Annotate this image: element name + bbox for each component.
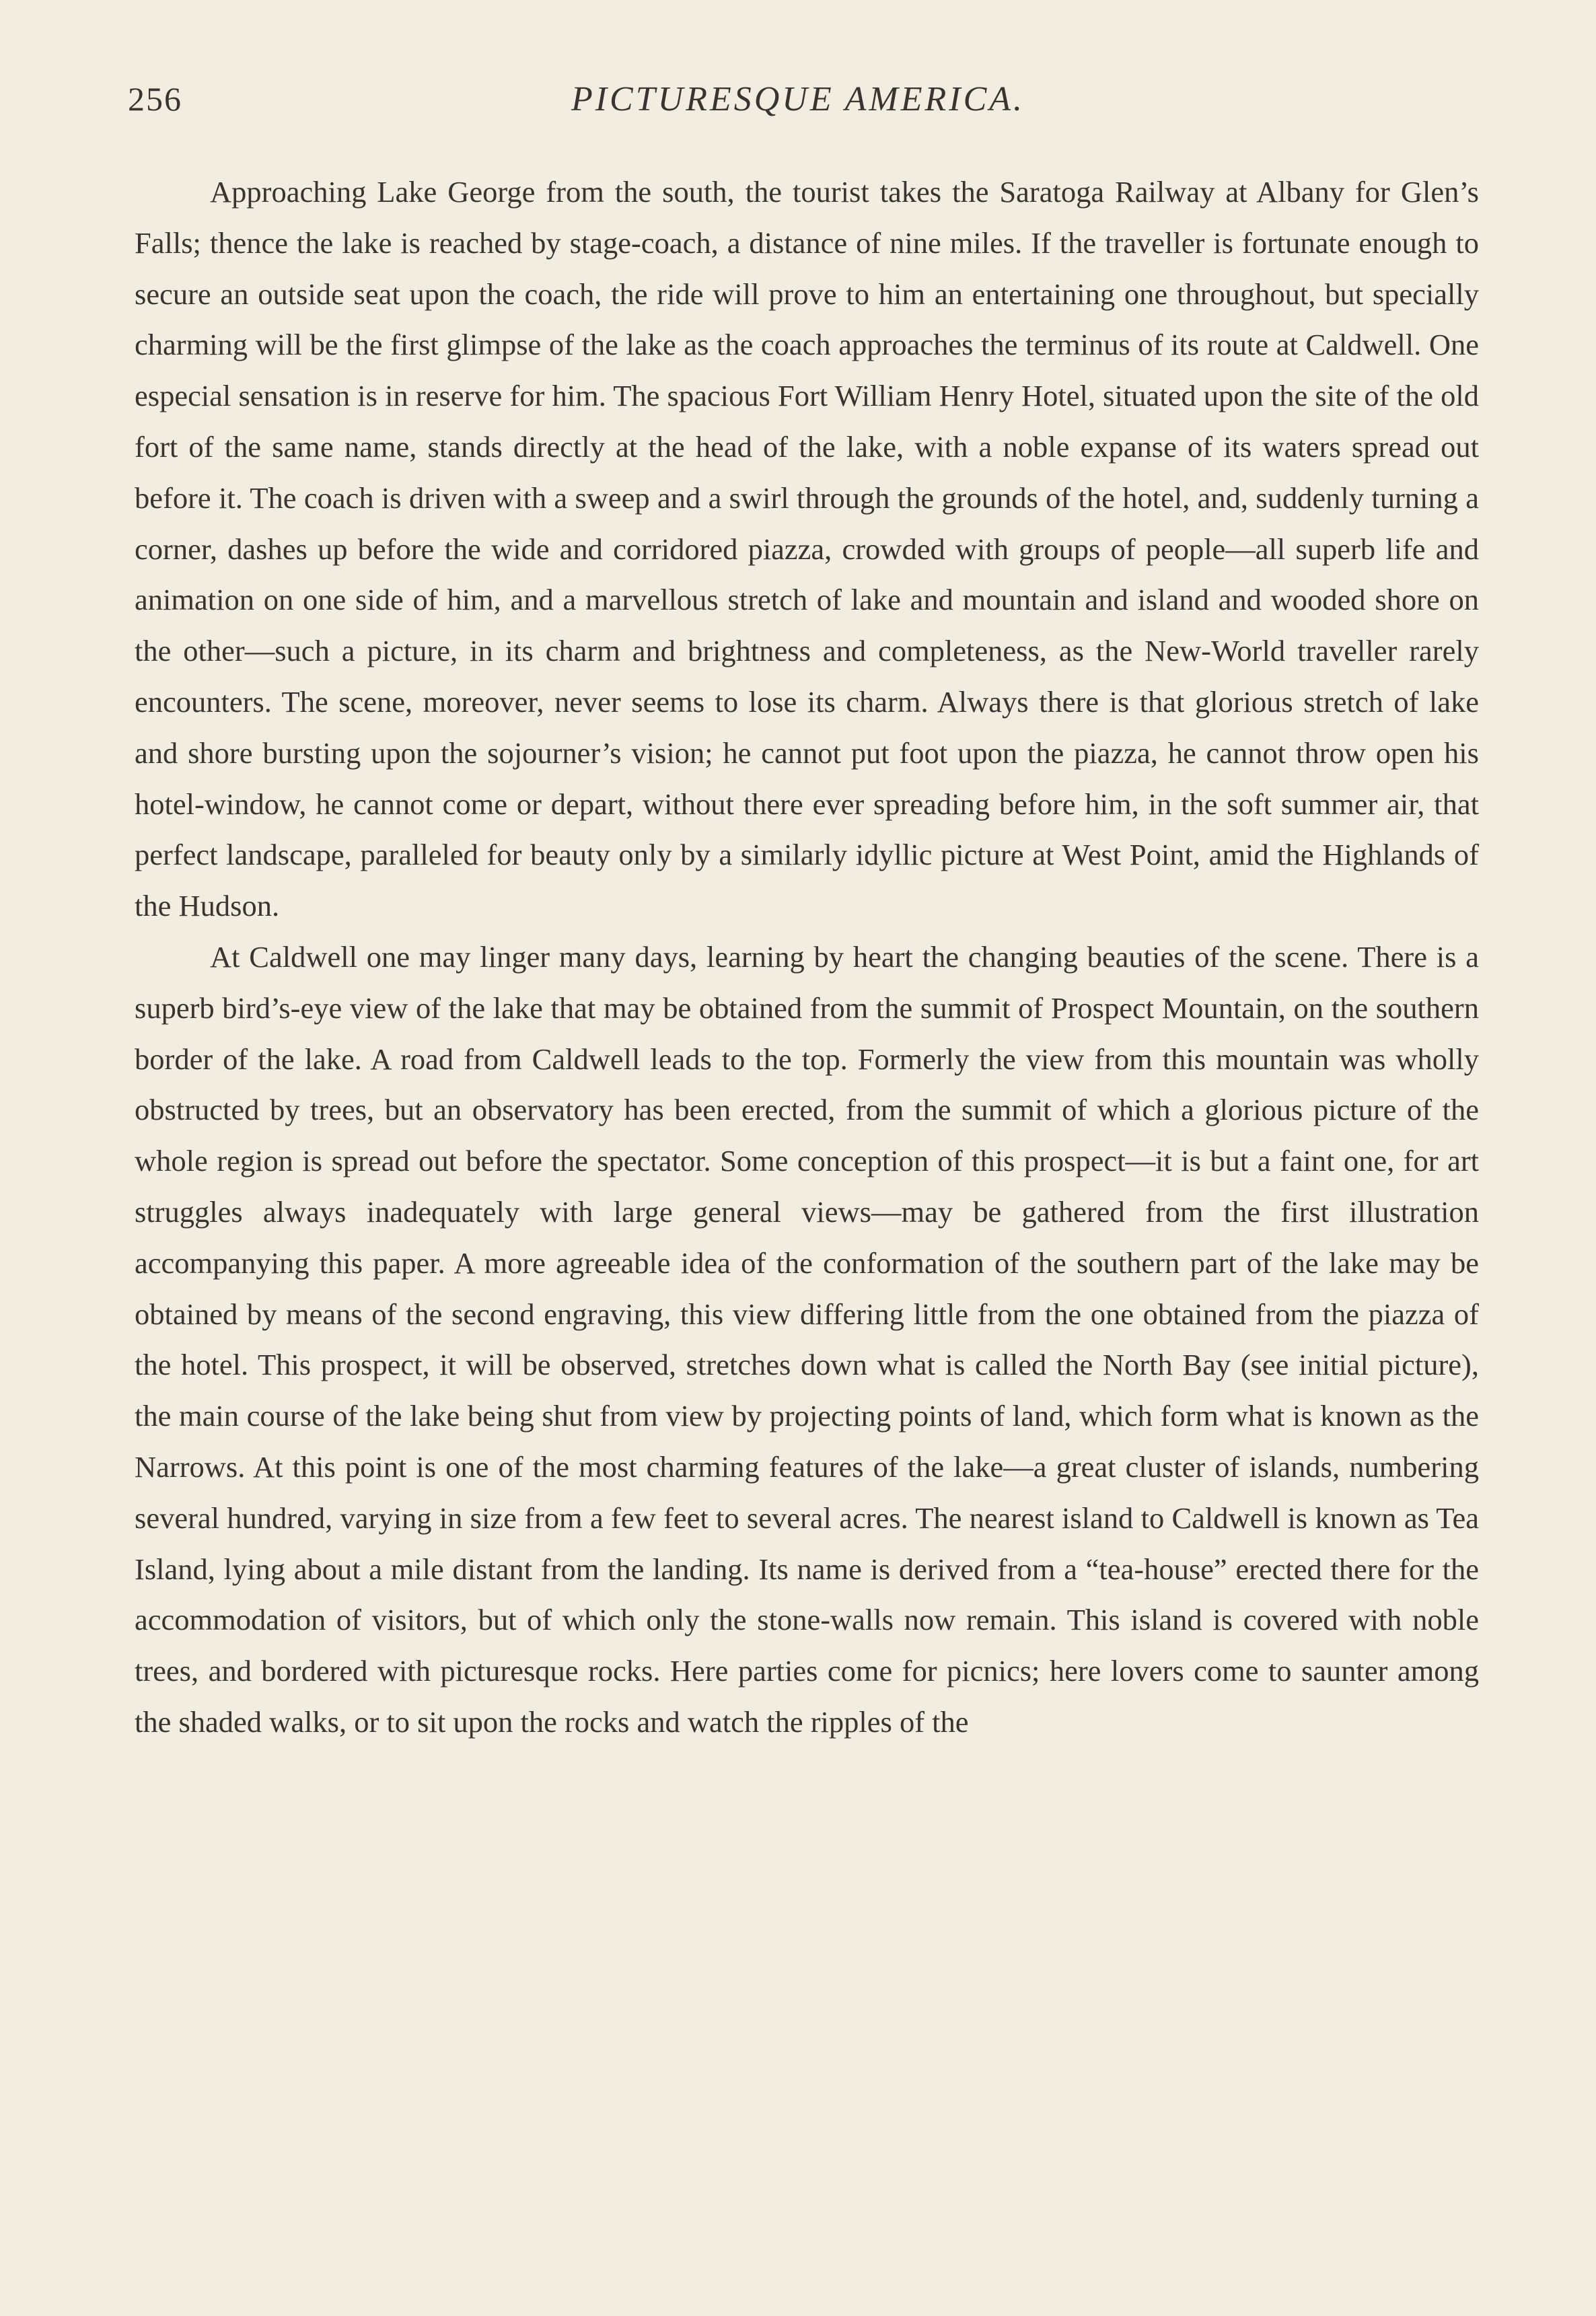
page-number: 256	[128, 80, 182, 118]
paragraph-2: At Caldwell one may linger many days, learning by heart the changing beauties of the scene. There is a superb bird’s-eye view of the lake that may be obtained from the summit of Prospect Mountain, on the southern border of the lake. A road from Caldwell leads to the top. Formerly the view from this mountain was wholly obstructed by trees, but an observatory has been erected, from the summit of which a glorious picture of the whole region is spread out before the spectator. Some conception of this prospect—it is but a faint one, for art struggles always inadequately with large general views—may be gathered from the first illustration accompanying this paper. A more agreeable idea of the conformation of the southern part of the lake may be obtained by means of the second engraving, this view differing little from the one obtained from the piazza of the hotel. This prospect, it will be observed, stretches down what is called the North Bay (see initial picture), the main course of the lake being shut from view by projecting points of land, which form what is known as the Narrows. At this point is one of the most charming features of the lake—a great cluster of islands, numbering several hundred, varying in size from a few feet to several acres. The nearest island to Caldwell is known as Tea Island, lying about a mile distant from the landing. Its name is derived from a “tea-house” erected there for the accommodation of visitors, but of which only the stone-walls now remain. This island is covered with noble trees, and bordered with picturesque rocks. Here parties come for picnics; here lovers come to saunter among the shaded walks, or to sit upon the rocks and watch the ripples of the	[135, 939, 1479, 1739]
running-title: PICTURESQUE AMERICA.	[571, 80, 1025, 118]
body-text	[135, 167, 1479, 1748]
paragraph-1: Approaching Lake George from the south, the tourist takes the Saratoga Railway at Albany for Glen’s Falls; thence the lake is reached by stage-coach, a distance of nine miles. If the traveller is fortunate enough to secure an outside seat upon the coach, the ride will prove to him an entertaining one throughout, but specially charming will be the first glimpse of the lake as the coach approaches the terminus of its route at Caldwell. One especial sensation is in reserve for him. The spacious Fort William Henry Hotel, situated upon the site of the old fort of the same name, stands directly at the head of the lake, with a noble expanse of its waters spread out before it. The coach is driven with a sweep and a swirl through the grounds of the hotel, and, suddenly turning a corner, dashes up before the wide and corridored piazza, crowded with groups of people—all superb life and animation on one side of him, and a marvellous stretch of lake and mountain and island and wooded shore on the other—such a picture, in its charm and brightness and completeness, as the New-World traveller rarely encounters. The scene, moreover, never seems to lose its charm. Always there is that glorious stretch of lake and shore bursting upon the sojourner’s vision; he cannot put foot upon the piazza, he cannot throw open his hotel-window, he cannot come or depart, without there ever spreading before him, in the soft summer air, that perfect landscape, paralleled for beauty only by a similarly idyllic picture at West Point, amid the Highlands of the Hudson.	[135, 175, 1479, 923]
